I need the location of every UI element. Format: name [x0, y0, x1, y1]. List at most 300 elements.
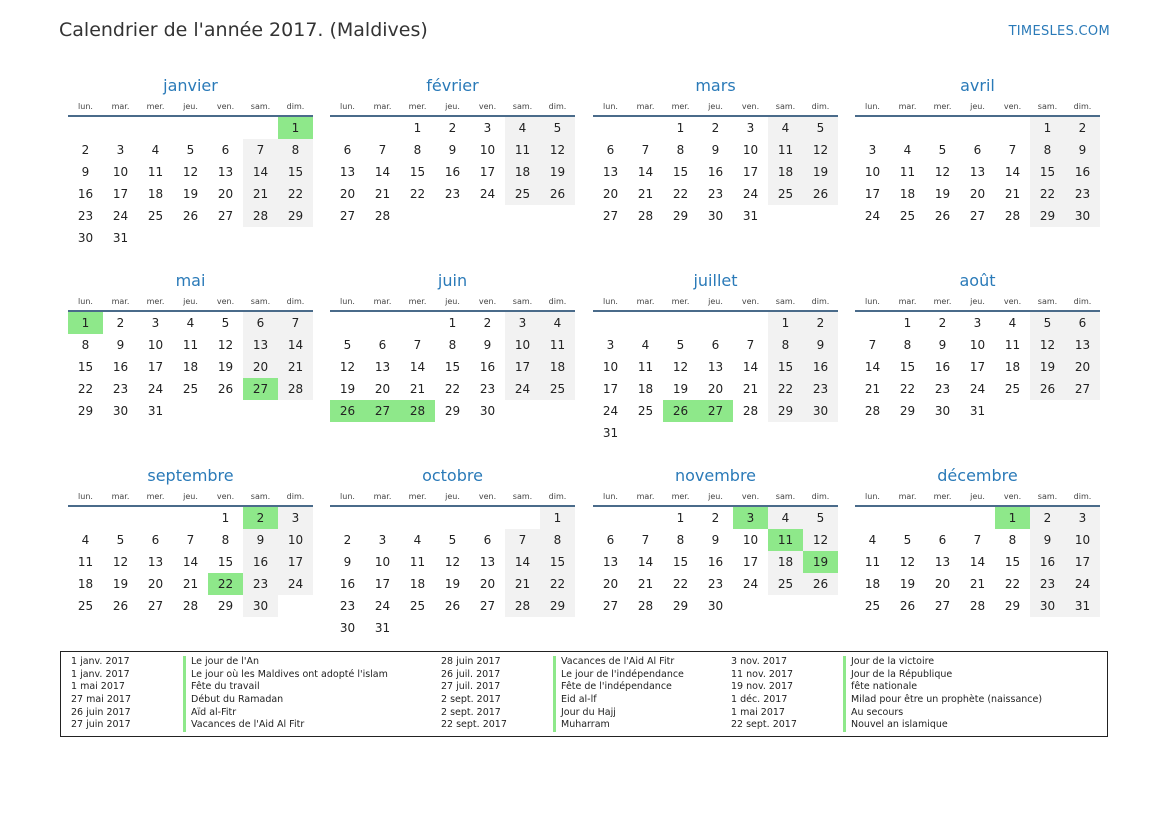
weekday-label: dim. [548, 101, 567, 111]
weekday-label: dim. [1073, 101, 1092, 111]
day-cell: 19 [899, 577, 916, 591]
day-cell: 27 [339, 209, 356, 223]
weekday-label: dim. [1073, 491, 1092, 501]
legend-row [431, 681, 721, 694]
month-name: mai [175, 271, 206, 290]
day-cell: 13 [479, 555, 496, 569]
day-cell: 29 [1030, 205, 1065, 227]
day-cell: 10 [969, 338, 986, 352]
month-name: février [426, 76, 479, 95]
day-grid [68, 312, 313, 422]
holiday-date: 28 juin 2017 [441, 656, 501, 667]
day-cell: 9 [1030, 529, 1065, 551]
day-cell: 21 [969, 577, 986, 591]
day-cell: 13 [147, 555, 164, 569]
month-name: juillet [693, 271, 738, 290]
holiday-date: 1 janv. 2017 [71, 656, 130, 667]
day-cell: 8 [278, 139, 313, 161]
holiday-date: 1 mai 2017 [71, 681, 125, 693]
weekday-label: lun. [603, 296, 618, 306]
day-cell: 22 [278, 183, 313, 205]
day-cell: 13 [374, 360, 391, 374]
weekday-header [593, 97, 838, 117]
day-cell: 28 [637, 209, 654, 223]
weekday-label: mar. [111, 491, 130, 501]
day-cell: 8 [1008, 533, 1017, 547]
day-cell: 25 [505, 183, 540, 205]
day-cell: 3 [606, 338, 615, 352]
holiday-marker [843, 719, 846, 732]
holiday-day-cell: 26 [330, 400, 365, 422]
day-cell: 20 [217, 187, 234, 201]
holiday-date: 27 mai 2017 [71, 694, 132, 706]
month-name: juin [437, 271, 468, 290]
day-grid [855, 312, 1100, 422]
weekday-label: mer. [146, 491, 165, 501]
day-cell: 27 [1065, 378, 1100, 400]
day-cell: 3 [1065, 507, 1100, 529]
day-cell: 27 [969, 209, 986, 223]
weekday-label: mar. [111, 296, 130, 306]
day-cell: 8 [81, 338, 90, 352]
weekday-label: sam. [512, 296, 533, 306]
day-grid [68, 117, 313, 249]
day-cell: 5 [221, 316, 230, 330]
day-cell: 24 [1065, 573, 1100, 595]
weekday-header [855, 292, 1100, 312]
weekday-label: mer. [408, 296, 427, 306]
weekday-label: jeu. [445, 296, 460, 306]
day-cell: 7 [186, 533, 195, 547]
holiday-date: 27 juin 2017 [71, 719, 131, 731]
day-cell: 20 [374, 382, 391, 396]
day-cell: 16 [479, 360, 496, 374]
day-cell: 3 [505, 312, 540, 334]
site-link[interactable]: TIMESLES.COM [1008, 24, 1110, 39]
day-cell: 29 [444, 404, 461, 418]
day-cell: 12 [339, 360, 356, 374]
day-cell: 27 [217, 209, 234, 223]
day-cell: 4 [1008, 316, 1017, 330]
empty-cell [435, 507, 470, 529]
day-cell: 16 [934, 360, 951, 374]
day-cell: 20 [1065, 356, 1100, 378]
holiday-day-cell: 27 [365, 400, 400, 422]
weekday-label: ven. [1003, 491, 1022, 501]
day-cell: 5 [343, 338, 352, 352]
month-name: août [959, 271, 996, 290]
day-cell: 9 [711, 143, 720, 157]
weekday-label: dim. [811, 101, 830, 111]
day-cell: 25 [182, 382, 199, 396]
day-cell: 29 [672, 599, 689, 613]
day-cell: 26 [803, 573, 838, 595]
weekday-label: dim. [811, 296, 830, 306]
page-title: Calendrier de l'année 2017. (Maldives) [59, 19, 428, 41]
day-cell: 14 [969, 555, 986, 569]
weekday-header [68, 487, 313, 507]
day-cell: 14 [374, 165, 391, 179]
day-cell: 19 [540, 161, 575, 183]
day-cell: 21 [278, 356, 313, 378]
day-cell: 17 [742, 555, 759, 569]
day-cell: 22 [1030, 183, 1065, 205]
day-cell: 4 [868, 533, 877, 547]
weekday-label: mar. [111, 101, 130, 111]
empty-cell [733, 312, 768, 334]
day-cell: 29 [1004, 599, 1021, 613]
day-cell: 17 [278, 551, 313, 573]
day-cell: 23 [1065, 183, 1100, 205]
day-cell: 9 [938, 338, 947, 352]
day-cell: 23 [444, 187, 461, 201]
day-cell: 21 [182, 577, 199, 591]
day-cell: 14 [243, 161, 278, 183]
day-cell: 24 [278, 573, 313, 595]
day-cell: 22 [444, 382, 461, 396]
day-cell: 26 [217, 382, 234, 396]
weekday-label: mar. [898, 101, 917, 111]
month-block [330, 75, 575, 227]
day-cell: 4 [505, 117, 540, 139]
legend-row [431, 656, 721, 669]
weekday-label: lun. [865, 101, 880, 111]
empty-cell [138, 507, 173, 529]
weekday-label: mer. [933, 491, 952, 501]
day-cell: 27 [602, 599, 619, 613]
day-cell: 31 [374, 621, 391, 635]
holiday-marker [183, 707, 186, 720]
day-cell: 17 [374, 577, 391, 591]
day-cell: 28 [505, 595, 540, 617]
day-cell: 28 [278, 378, 313, 400]
day-cell: 8 [413, 143, 422, 157]
day-cell: 18 [899, 187, 916, 201]
legend-column-3 [721, 656, 1106, 736]
day-cell: 5 [803, 507, 838, 529]
weekday-label: mer. [933, 101, 952, 111]
weekday-label: mar. [636, 296, 655, 306]
day-cell: 24 [742, 577, 759, 591]
day-cell: 6 [606, 533, 615, 547]
weekday-label: ven. [216, 491, 235, 501]
weekday-label: mer. [146, 296, 165, 306]
holiday-date: 19 nov. 2017 [731, 681, 794, 693]
day-cell: 16 [1065, 161, 1100, 183]
day-cell: 18 [768, 551, 803, 573]
legend-row [61, 681, 431, 694]
day-cell: 3 [278, 507, 313, 529]
day-cell: 20 [707, 382, 724, 396]
empty-cell [960, 117, 995, 139]
empty-cell [330, 507, 365, 529]
day-cell: 13 [243, 334, 278, 356]
day-cell: 18 [768, 161, 803, 183]
day-cell: 6 [151, 533, 160, 547]
day-cell: 7 [641, 533, 650, 547]
holiday-name: Nouvel an islamique [851, 719, 948, 731]
empty-cell [68, 507, 103, 529]
weekday-label: lun. [78, 101, 93, 111]
holiday-marker [183, 656, 186, 669]
day-cell: 23 [339, 599, 356, 613]
holiday-marker [843, 681, 846, 694]
day-cell: 2 [448, 121, 457, 135]
weekday-label: sam. [1037, 101, 1058, 111]
day-cell: 11 [540, 334, 575, 356]
day-cell: 21 [637, 577, 654, 591]
day-cell: 15 [278, 161, 313, 183]
month-name: mars [695, 76, 736, 95]
day-cell: 19 [182, 187, 199, 201]
day-cell: 23 [803, 378, 838, 400]
holiday-name: Le jour de l'indépendance [561, 668, 684, 680]
day-cell: 12 [672, 360, 689, 374]
day-cell: 18 [540, 356, 575, 378]
weekday-label: sam. [775, 296, 796, 306]
day-cell: 28 [969, 599, 986, 613]
day-cell: 19 [444, 577, 461, 591]
weekday-label: lun. [340, 491, 355, 501]
empty-cell [698, 312, 733, 334]
weekday-label: mer. [671, 296, 690, 306]
weekday-label: lun. [78, 491, 93, 501]
empty-cell [330, 117, 365, 139]
day-cell: 4 [186, 316, 195, 330]
day-cell: 27 [934, 599, 951, 613]
holiday-name: fête nationale [851, 681, 918, 693]
day-cell: 10 [742, 533, 759, 547]
day-cell: 1 [1030, 117, 1065, 139]
day-cell: 20 [479, 577, 496, 591]
day-cell: 7 [413, 338, 422, 352]
day-cell: 20 [934, 577, 951, 591]
day-cell: 28 [637, 599, 654, 613]
day-cell: 28 [864, 404, 881, 418]
weekday-label: jeu. [445, 101, 460, 111]
day-cell: 1 [540, 507, 575, 529]
day-cell: 25 [899, 209, 916, 223]
empty-cell [628, 507, 663, 529]
day-cell: 12 [112, 555, 129, 569]
day-cell: 1 [221, 511, 230, 525]
day-cell: 21 [243, 183, 278, 205]
day-cell: 14 [182, 555, 199, 569]
empty-cell [365, 312, 400, 334]
day-cell: 5 [676, 338, 685, 352]
weekday-label: jeu. [708, 491, 723, 501]
day-cell: 29 [768, 400, 803, 422]
day-cell: 6 [938, 533, 947, 547]
weekday-label: sam. [1037, 491, 1058, 501]
empty-cell [593, 507, 628, 529]
month-name: avril [960, 76, 995, 95]
day-cell: 17 [147, 360, 164, 374]
day-cell: 23 [707, 577, 724, 591]
weekday-label: dim. [548, 296, 567, 306]
holiday-day-cell: 26 [663, 400, 698, 422]
day-cell: 17 [969, 360, 986, 374]
weekday-label: lun. [865, 296, 880, 306]
day-cell: 26 [899, 599, 916, 613]
day-cell: 5 [803, 117, 838, 139]
holiday-name: Jour du Hajj [561, 706, 616, 718]
holiday-date: 3 nov. 2017 [731, 656, 787, 667]
day-cell: 5 [186, 143, 195, 157]
day-cell: 23 [1030, 573, 1065, 595]
day-cell: 30 [479, 404, 496, 418]
day-cell: 24 [374, 599, 391, 613]
weekday-label: jeu. [183, 491, 198, 501]
empty-cell [925, 117, 960, 139]
weekday-label: lun. [340, 101, 355, 111]
day-cell: 30 [77, 231, 94, 245]
day-cell: 26 [444, 599, 461, 613]
holiday-date: 2 sept. 2017 [441, 706, 501, 718]
day-cell: 7 [278, 312, 313, 334]
month-name: novembre [674, 466, 757, 485]
day-cell: 9 [448, 143, 457, 157]
day-cell: 15 [77, 360, 94, 374]
day-cell: 6 [221, 143, 230, 157]
day-cell: 22 [768, 378, 803, 400]
day-cell: 12 [1030, 334, 1065, 356]
empty-cell [593, 312, 628, 334]
day-cell: 30 [803, 400, 838, 422]
day-cell: 3 [151, 316, 160, 330]
day-cell: 30 [339, 621, 356, 635]
month-block [855, 75, 1100, 227]
empty-cell [138, 117, 173, 139]
day-cell: 10 [479, 143, 496, 157]
day-cell: 19 [672, 382, 689, 396]
day-cell: 29 [672, 209, 689, 223]
day-cell: 30 [1065, 205, 1100, 227]
day-cell: 25 [864, 599, 881, 613]
holiday-marker [183, 669, 186, 682]
holiday-name: Le jour où les Maldives ont adopté l'islam [191, 668, 388, 680]
day-cell: 28 [1004, 209, 1021, 223]
day-cell: 12 [803, 139, 838, 161]
holiday-marker [183, 719, 186, 732]
empty-cell [925, 507, 960, 529]
day-cell: 16 [803, 356, 838, 378]
day-cell: 22 [77, 382, 94, 396]
holiday-day-cell: 1 [68, 312, 103, 334]
day-cell: 18 [1004, 360, 1021, 374]
day-cell: 22 [1004, 577, 1021, 591]
month-block [68, 270, 313, 422]
weekday-label: lun. [340, 296, 355, 306]
day-cell: 5 [1030, 312, 1065, 334]
weekday-header [330, 487, 575, 507]
day-cell: 24 [602, 404, 619, 418]
day-cell: 31 [602, 426, 619, 440]
holiday-day-cell: 28 [400, 400, 435, 422]
day-cell: 21 [637, 187, 654, 201]
month-block [593, 465, 838, 617]
day-cell: 26 [112, 599, 129, 613]
day-cell: 23 [707, 187, 724, 201]
day-cell: 13 [602, 555, 619, 569]
day-cell: 31 [969, 404, 986, 418]
legend-row [61, 719, 431, 732]
empty-cell [400, 312, 435, 334]
day-cell: 30 [1030, 595, 1065, 617]
month-block [593, 75, 838, 227]
month-block [330, 270, 575, 422]
day-grid [593, 507, 838, 617]
day-cell: 10 [864, 165, 881, 179]
weekday-label: jeu. [708, 296, 723, 306]
day-cell: 28 [374, 209, 391, 223]
weekday-label: mar. [373, 296, 392, 306]
day-cell: 8 [768, 334, 803, 356]
day-cell: 20 [602, 187, 619, 201]
day-cell: 29 [540, 595, 575, 617]
holiday-name: Début du Ramadan [191, 694, 284, 706]
day-cell: 14 [742, 360, 759, 374]
day-cell: 24 [742, 187, 759, 201]
empty-cell [400, 507, 435, 529]
day-cell: 18 [77, 577, 94, 591]
day-cell: 5 [448, 533, 457, 547]
day-cell: 19 [112, 577, 129, 591]
legend-column-1 [61, 656, 431, 736]
day-cell: 17 [479, 165, 496, 179]
day-cell: 9 [803, 334, 838, 356]
weekday-label: mar. [373, 101, 392, 111]
day-cell: 19 [803, 161, 838, 183]
day-cell: 30 [934, 404, 951, 418]
weekday-label: dim. [811, 491, 830, 501]
legend-row [431, 719, 721, 732]
day-cell: 26 [1030, 378, 1065, 400]
day-cell: 9 [81, 165, 90, 179]
day-cell: 18 [147, 187, 164, 201]
day-cell: 3 [746, 121, 755, 135]
day-cell: 16 [707, 165, 724, 179]
day-cell: 2 [938, 316, 947, 330]
day-cell: 9 [711, 533, 720, 547]
day-cell: 25 [637, 404, 654, 418]
day-cell: 13 [969, 165, 986, 179]
legend-row [721, 694, 1106, 707]
weekday-label: ven. [478, 296, 497, 306]
weekday-label: jeu. [970, 101, 985, 111]
day-cell: 26 [540, 183, 575, 205]
day-cell: 16 [112, 360, 129, 374]
day-cell: 10 [1065, 529, 1100, 551]
day-cell: 14 [637, 555, 654, 569]
day-grid [330, 507, 575, 639]
day-cell: 2 [711, 511, 720, 525]
empty-cell [330, 312, 365, 334]
day-cell: 12 [540, 139, 575, 161]
empty-cell [470, 507, 505, 529]
weekday-label: ven. [478, 491, 497, 501]
weekday-header [593, 292, 838, 312]
legend-row [721, 656, 1106, 669]
day-cell: 16 [77, 187, 94, 201]
day-cell: 23 [934, 382, 951, 396]
day-cell: 27 [602, 209, 619, 223]
weekday-label: mar. [373, 491, 392, 501]
empty-cell [505, 507, 540, 529]
month-name: octobre [422, 466, 483, 485]
day-cell: 4 [413, 533, 422, 547]
day-cell: 10 [278, 529, 313, 551]
